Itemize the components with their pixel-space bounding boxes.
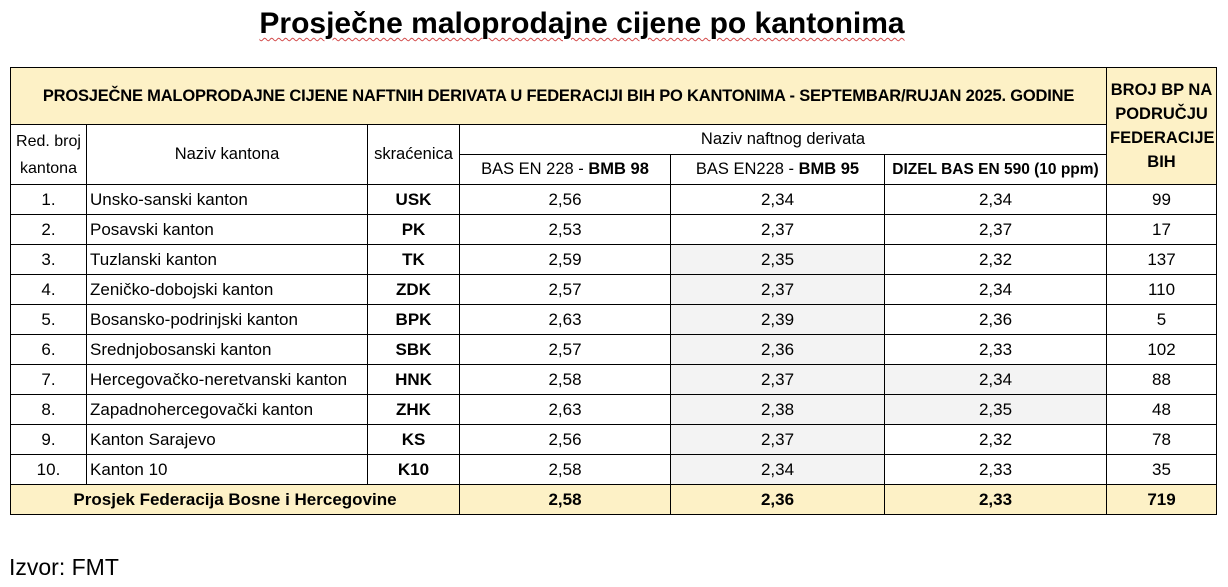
page-title: Prosječne maloprodajne cijene po kantonima: [259, 7, 905, 40]
table-row: [11, 215, 1217, 245]
header-bmb98-bold: BMB 98: [588, 160, 649, 178]
cell-red-broj: 4.: [11, 275, 87, 305]
cell-dizel: 2,32: [885, 245, 1107, 275]
cell-naziv-kantona: Zeničko-dobojski kanton: [87, 275, 368, 305]
cell-skracenica: SBK: [368, 335, 460, 365]
cell-naziv-kantona: Zapadnohercegovački kanton: [87, 395, 368, 425]
cell-skracenica: K10: [368, 455, 460, 485]
cell-bmb95: 2,34: [671, 185, 885, 215]
cell-dizel: 2,33: [885, 455, 1107, 485]
footer-label: Prosjek Federacija Bosne i Hercegovine: [11, 485, 460, 515]
cell-dizel: 2,36: [885, 305, 1107, 335]
cell-dizel: 2,34: [885, 185, 1107, 215]
cell-red-broj: 10.: [11, 455, 87, 485]
cell-station-count: 17: [1107, 215, 1217, 245]
footer-bmb95: 2,36: [671, 485, 885, 515]
table-row: [11, 275, 1217, 305]
cell-station-count: 48: [1107, 395, 1217, 425]
header-red-broj: Red. broj kantona: [11, 125, 87, 185]
cell-naziv-kantona: Tuzlanski kanton: [87, 245, 368, 275]
table-row: [11, 335, 1217, 365]
cell-dizel: 2,35: [885, 395, 1107, 425]
cell-red-broj: 3.: [11, 245, 87, 275]
cell-bmb98: 2,56: [460, 425, 671, 455]
cell-skracenica: ZDK: [368, 275, 460, 305]
cell-bmb98: 2,53: [460, 215, 671, 245]
table-row: [11, 455, 1217, 485]
header-bmb98-prefix: BAS EN 228 -: [481, 160, 589, 178]
cell-bmb98: 2,57: [460, 335, 671, 365]
cell-station-count: 110: [1107, 275, 1217, 305]
cell-dizel: 2,37: [885, 215, 1107, 245]
cell-dizel: 2,34: [885, 275, 1107, 305]
cell-bmb98: 2,63: [460, 305, 671, 335]
cell-naziv-kantona: Srednjobosanski kanton: [87, 335, 368, 365]
cell-skracenica: ZHK: [368, 395, 460, 425]
cell-naziv-kantona: Kanton 10: [87, 455, 368, 485]
cell-station-count: 78: [1107, 425, 1217, 455]
table-row: [11, 365, 1217, 395]
cell-skracenica: TK: [368, 245, 460, 275]
cell-naziv-kantona: Posavski kanton: [87, 215, 368, 245]
cell-skracenica: HNK: [368, 365, 460, 395]
footer-dizel: 2,33: [885, 485, 1107, 515]
table-footer-row: [11, 485, 1217, 515]
cell-bmb95: 2,37: [671, 215, 885, 245]
cell-station-count: 5: [1107, 305, 1217, 335]
cell-bmb95: 2,34: [671, 455, 885, 485]
cell-naziv-kantona: Bosansko-podrinjski kanton: [87, 305, 368, 335]
station-count-header: BROJ BP NA PODRUČJU FEDERACIJE BIH: [1107, 68, 1217, 185]
cell-naziv-kantona: Unsko-sanski kanton: [87, 185, 368, 215]
cell-skracenica: KS: [368, 425, 460, 455]
cell-bmb98: 2,56: [460, 185, 671, 215]
header-bmb95-prefix: BAS EN228 -: [695, 160, 799, 178]
cell-red-broj: 7.: [11, 365, 87, 395]
fuel-price-table: [10, 67, 1217, 515]
cell-red-broj: 8.: [11, 395, 87, 425]
header-dizel: DIZEL BAS EN 590 (10 ppm): [885, 155, 1107, 185]
cell-bmb95: 2,38: [671, 395, 885, 425]
table-row: [11, 185, 1217, 215]
cell-bmb95: 2,37: [671, 425, 885, 455]
cell-bmb98: 2,57: [460, 275, 671, 305]
table-row: [11, 425, 1217, 455]
cell-dizel: 2,32: [885, 425, 1107, 455]
cell-station-count: 99: [1107, 185, 1217, 215]
source-note: Izvor: FMT: [9, 554, 119, 580]
cell-naziv-kantona: Hercegovačko-neretvanski kanton: [87, 365, 368, 395]
cell-station-count: 88: [1107, 365, 1217, 395]
header-bmb98: [460, 155, 671, 185]
table-row: [11, 245, 1217, 275]
cell-dizel: 2,33: [885, 335, 1107, 365]
cell-bmb98: 2,63: [460, 395, 671, 425]
footer-bmb98: 2,58: [460, 485, 671, 515]
table-row: [11, 305, 1217, 335]
table-main-header: PROSJEČNE MALOPRODAJNE CIJENE NAFTNIH DERIVATA U FEDERACIJI BIH PO KANTONIMA - SEPTEMBAR/RUJAN 2025. GODINE: [11, 68, 1107, 125]
footer-station-count: 719: [1107, 485, 1217, 515]
cell-station-count: 137: [1107, 245, 1217, 275]
header-naziv-kantona: Naziv kantona: [87, 125, 368, 185]
cell-bmb98: 2,59: [460, 245, 671, 275]
cell-bmb95: 2,37: [671, 365, 885, 395]
cell-dizel: 2,34: [885, 365, 1107, 395]
header-skracenica: skraćenica: [368, 125, 460, 185]
table-row: [11, 395, 1217, 425]
cell-station-count: 35: [1107, 455, 1217, 485]
cell-red-broj: 2.: [11, 215, 87, 245]
cell-bmb95: 2,39: [671, 305, 885, 335]
header-bmb95: [671, 155, 885, 185]
cell-bmb98: 2,58: [460, 365, 671, 395]
header-derivat-group: Naziv naftnog derivata: [460, 125, 1107, 155]
cell-red-broj: 6.: [11, 335, 87, 365]
cell-bmb98: 2,58: [460, 455, 671, 485]
cell-bmb95: 2,36: [671, 335, 885, 365]
cell-bmb95: 2,35: [671, 245, 885, 275]
cell-skracenica: BPK: [368, 305, 460, 335]
cell-station-count: 102: [1107, 335, 1217, 365]
cell-naziv-kantona: Kanton Sarajevo: [87, 425, 368, 455]
cell-red-broj: 9.: [11, 425, 87, 455]
header-bmb95-bold: BMB 95: [798, 160, 860, 178]
cell-red-broj: 5.: [11, 305, 87, 335]
cell-red-broj: 1.: [11, 185, 87, 215]
cell-bmb95: 2,37: [671, 275, 885, 305]
cell-skracenica: USK: [368, 185, 460, 215]
cell-skracenica: PK: [368, 215, 460, 245]
